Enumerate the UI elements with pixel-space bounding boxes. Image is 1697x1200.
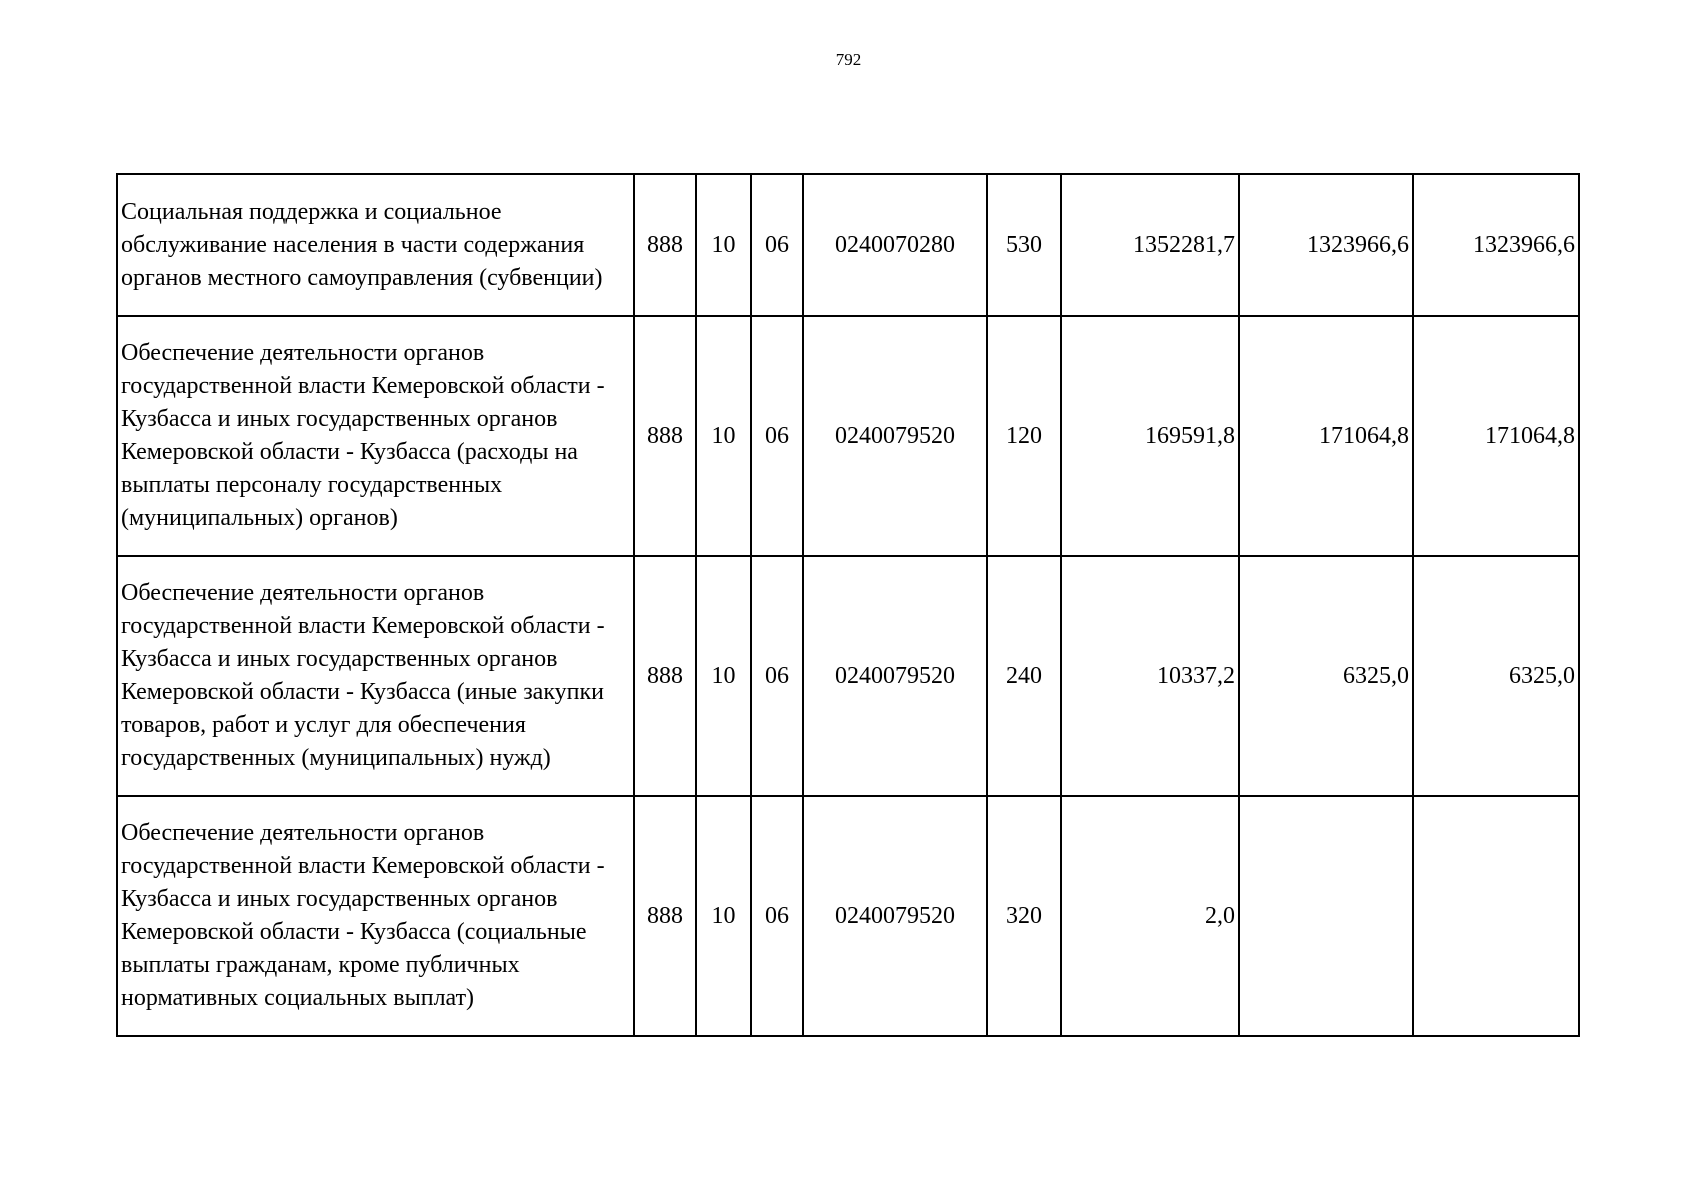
expense-type-code: 530	[987, 174, 1061, 316]
amount-year-2: 1323966,6	[1239, 174, 1413, 316]
ministry-code: 888	[634, 796, 696, 1036]
row-description: Обеспечение деятельности органов государственной власти Кемеровской области - Кузбасса и иных государственных органов Кемеровской области - Кузбасса (расходы на выплаты персоналу государственных (муниципальных) органов)	[117, 316, 634, 556]
table-row	[117, 556, 1579, 796]
amount-year-2: 171064,8	[1239, 316, 1413, 556]
row-description: Обеспечение деятельности органов государственной власти Кемеровской области - Кузбасса и иных государственных органов Кемеровской области - Кузбасса (социальные выплаты гражданам, кроме публичных нормативных социальных выплат)	[117, 796, 634, 1036]
amount-year-3: 6325,0	[1413, 556, 1579, 796]
expense-type-code: 240	[987, 556, 1061, 796]
target-article-code: 0240079520	[803, 556, 987, 796]
expense-type-code: 120	[987, 316, 1061, 556]
amount-year-3	[1413, 796, 1579, 1036]
table-row	[117, 316, 1579, 556]
section-code: 10	[696, 316, 751, 556]
table-row	[117, 796, 1579, 1036]
section-code: 10	[696, 556, 751, 796]
amount-year-2	[1239, 796, 1413, 1036]
ministry-code: 888	[634, 556, 696, 796]
amount-year-3: 1323966,6	[1413, 174, 1579, 316]
amount-year-2: 6325,0	[1239, 556, 1413, 796]
amount-year-1: 10337,2	[1061, 556, 1239, 796]
budget-table	[116, 173, 1580, 1037]
target-article-code: 0240079520	[803, 796, 987, 1036]
row-description: Социальная поддержка и социальное обслуживание населения в части содержания органов местного самоуправления (субвенции)	[117, 174, 634, 316]
section-code: 10	[696, 174, 751, 316]
page-number: 792	[835, 50, 862, 69]
row-description: Обеспечение деятельности органов государственной власти Кемеровской области - Кузбасса и иных государственных органов Кемеровской области - Кузбасса (иные закупки товаров, работ и услуг для обеспечения государственных (муниципальных) нужд)	[117, 556, 634, 796]
amount-year-1: 1352281,7	[1061, 174, 1239, 316]
expense-type-code: 320	[987, 796, 1061, 1036]
subsection-code: 06	[751, 556, 803, 796]
ministry-code: 888	[634, 174, 696, 316]
ministry-code: 888	[634, 316, 696, 556]
table-row	[117, 174, 1579, 316]
subsection-code: 06	[751, 796, 803, 1036]
target-article-code: 0240070280	[803, 174, 987, 316]
amount-year-1: 2,0	[1061, 796, 1239, 1036]
target-article-code: 0240079520	[803, 316, 987, 556]
section-code: 10	[696, 796, 751, 1036]
amount-year-3: 171064,8	[1413, 316, 1579, 556]
amount-year-1: 169591,8	[1061, 316, 1239, 556]
subsection-code: 06	[751, 316, 803, 556]
subsection-code: 06	[751, 174, 803, 316]
